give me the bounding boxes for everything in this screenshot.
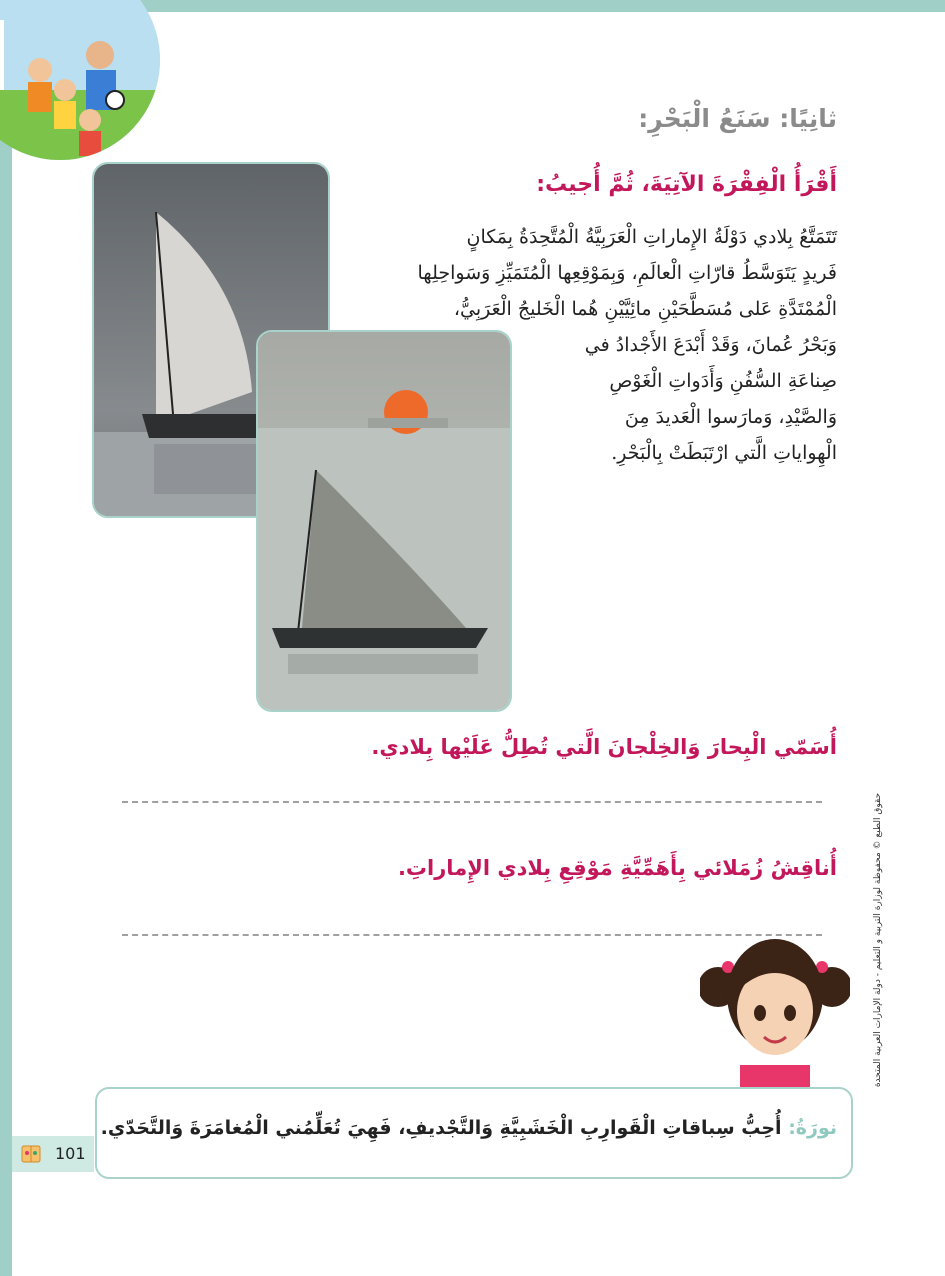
quote-body: أُحِبُّ سِباقاتِ الْقَوارِبِ الْخَشَبِيَّةِ وَالتَّجْديفِ، فَهِيَ تُعَلِّمُني الْمُغامَرَةَ وَالتَّحَدّي. [100,1117,782,1139]
noura-character-illustration [700,915,850,1095]
quote-speaker: نورَةُ: [788,1117,837,1139]
paragraph-line: فَريدٍ يَتَوَسَّطُ قارّاتِ الْعالَمِ، وَبِمَوْقِعِها الْمُتَمَيِّزِ وَسَواحِلِها [417,262,837,284]
kids-football-illustration [0,0,160,160]
paragraph-line: صِناعَةِ السُّفُنِ وَأَدَواتِ الْغَوْصِ [609,370,837,392]
reading-instruction: أَقْرَأُ الْفِقْرَةَ الآتِيَةَ، ثُمَّ أُجيبُ: [536,172,837,197]
section-title: ثانِيًا: سَنَعُ الْبَحْرِ: [638,104,837,133]
left-accent-strip [0,0,12,1276]
question-1: أُسَمّي الْبِحارَ وَالخِلْجانَ الَّتي تُطِلُّ عَلَيْها بِلادي. [371,735,837,759]
question-2: أُناقِشُ زُمَلائي بِأَهَمِّيَّةِ مَوْقِعِ بِلادي الإِماراتِ. [397,856,837,880]
paragraph-line: وَالصَّيْدِ، وَمارَسوا الْعَديدَ مِنَ [624,406,837,428]
book-icon [20,1142,42,1164]
top-accent-strip [140,0,945,12]
answer-line-1[interactable] [122,801,822,803]
paragraph-line: الْمُمْتَدَّةِ عَلى مُسَطَّحَيْنِ مائِيَّيْنِ هُما الْخَليجُ الْعَرَبِيُّ، [453,298,837,320]
quote-text [101,1117,837,1139]
quote-box [95,1087,853,1179]
copyright-notice: حقوق الطبع © محفوظة لوزارة التربية و التعليم - دولة الإمارات العربية المتحدة [873,792,883,1088]
paragraph-line: وَبَحْرُ عُمانَ، وَقَدْ أَبْدَعَ الأَجْدادُ في [584,334,837,356]
dhow-photo-sunset [256,330,512,712]
paragraph-line: الْهِواياتِ الَّتي ارْتَبَطَتْ بِالْبَحْرِ. [611,442,837,464]
paragraph-line: تَتَمَتَّعُ بِلادي دَوْلَةُ الإِماراتِ الْعَرَبِيَّةُ الْمُتَّحِدَةُ بِمَكانٍ [466,226,837,248]
page-number: 101 [55,1144,86,1163]
